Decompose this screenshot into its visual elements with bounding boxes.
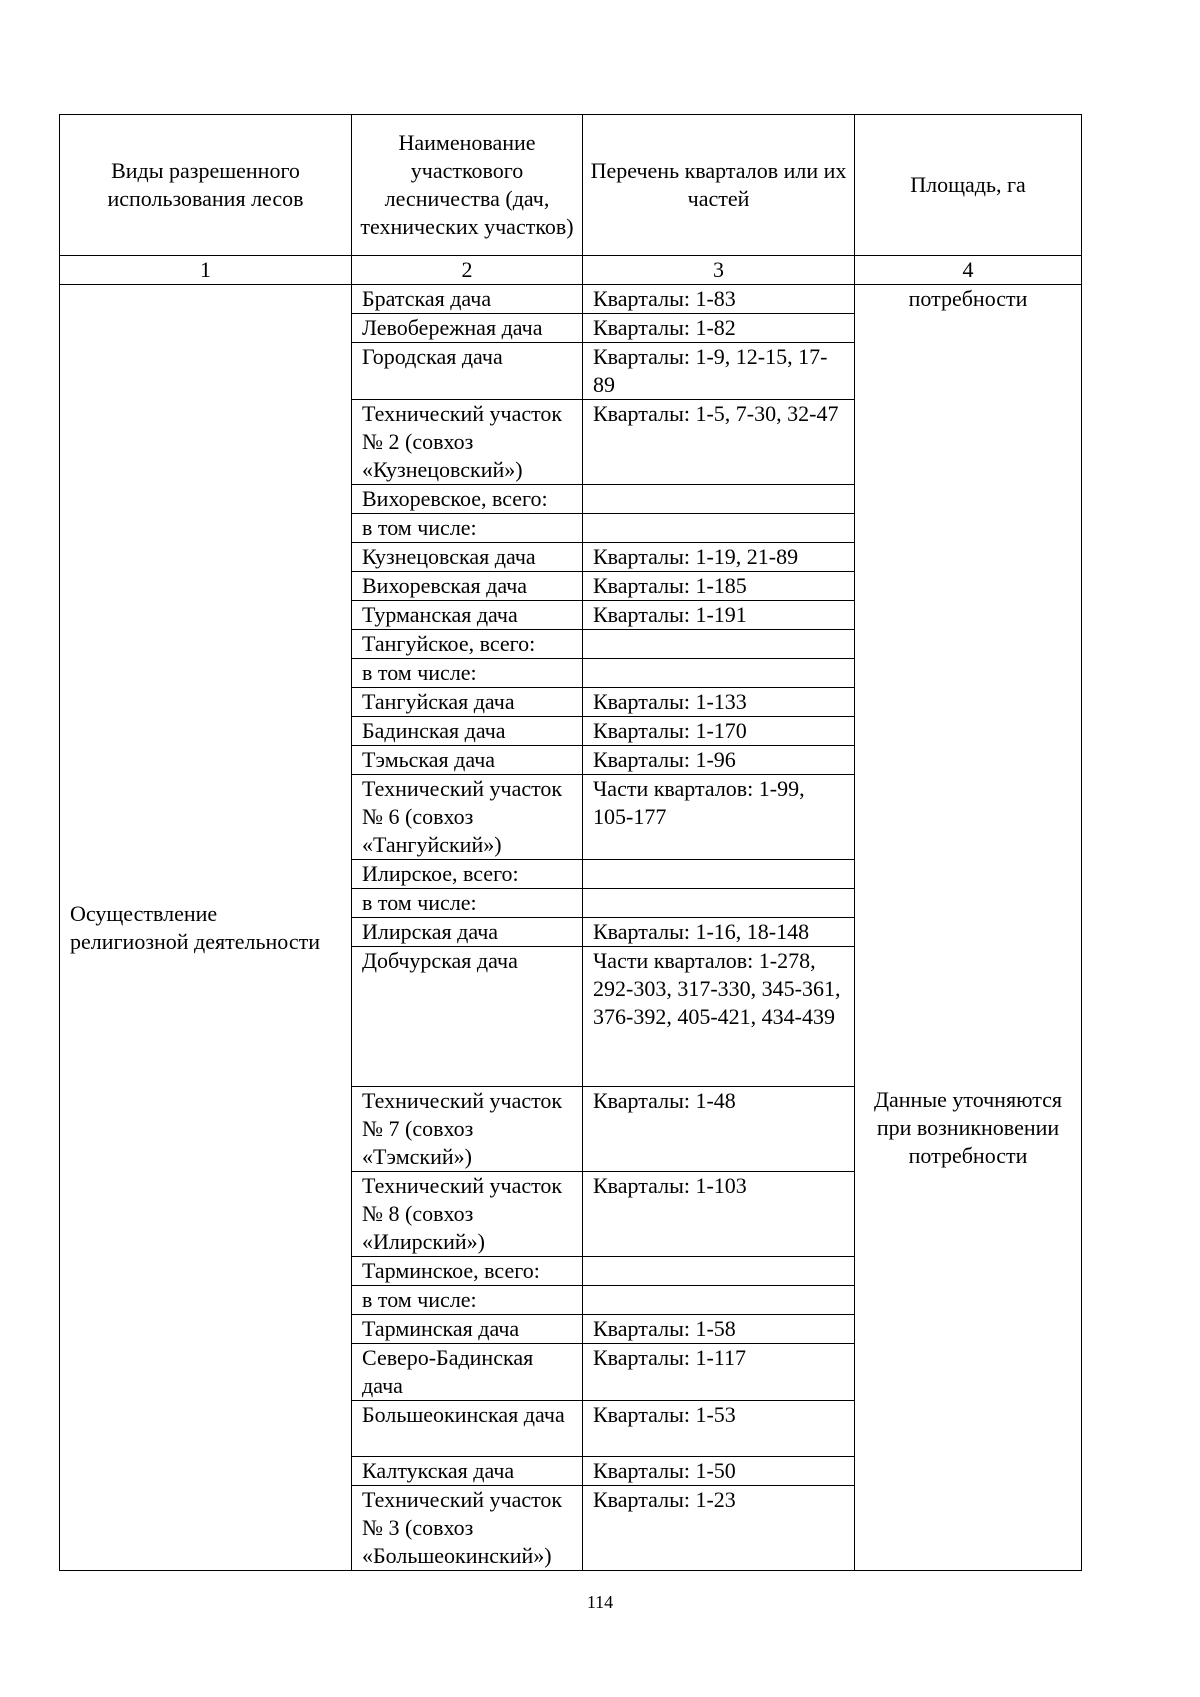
use-type-cell: Осуществление религиозной деятельности [60, 285, 352, 1571]
quarters-cell: Кварталы: 1-16, 18-148 [583, 918, 855, 947]
quarters-cell: Кварталы: 1-82 [583, 314, 855, 343]
forestry-name-cell: Технический участок № 6 (совхоз «Тангуйский») [352, 775, 583, 860]
table-row [60, 285, 1082, 314]
quarters-cell: Кварталы: 1-191 [583, 601, 855, 630]
forestry-name-cell: Илирское, всего: [352, 860, 583, 889]
forestry-name-cell: Турманская дача [352, 601, 583, 630]
forestry-name-cell: Бадинская дача [352, 717, 583, 746]
quarters-cell [583, 1257, 855, 1286]
quarters-cell: Кварталы: 1-133 [583, 688, 855, 717]
forestry-name-cell: Технический участок № 7 (совхоз «Тэмский») [352, 1087, 583, 1172]
forestry-name-cell: в том числе: [352, 514, 583, 543]
forestry-name-cell: Кузнецовская дача [352, 543, 583, 572]
quarters-cell: Кварталы: 1-53 [583, 1401, 855, 1457]
forestry-name-cell: в том числе: [352, 1286, 583, 1315]
quarters-cell [583, 630, 855, 659]
table-body [60, 256, 1082, 1571]
quarters-cell: Кварталы: 1-117 [583, 1344, 855, 1401]
table-header-row [60, 115, 1082, 256]
header-quarters-list: Перечень кварталов или их частей [583, 115, 855, 256]
forestry-name-cell: Братская дача [352, 285, 583, 314]
area-main-text: Данные уточняются при возникновении потребности [874, 1087, 1062, 1168]
quarters-cell: Кварталы: 1-19, 21-89 [583, 543, 855, 572]
quarters-cell: Кварталы: 1-185 [583, 572, 855, 601]
column-number: 2 [352, 256, 583, 285]
quarters-cell: Кварталы: 1-103 [583, 1172, 855, 1257]
quarters-cell: Кварталы: 1-48 [583, 1087, 855, 1172]
forestry-name-cell: Илирская дача [352, 918, 583, 947]
quarters-cell [583, 889, 855, 918]
quarters-cell: Кварталы: 1-23 [583, 1486, 855, 1571]
forestry-name-cell: Вихоревское, всего: [352, 485, 583, 514]
quarters-cell [583, 860, 855, 889]
quarters-cell: Кварталы: 1-170 [583, 717, 855, 746]
header-area: Площадь, га [855, 115, 1082, 256]
forestry-name-cell: Большеокинская дача [352, 1401, 583, 1457]
quarters-cell [583, 485, 855, 514]
quarters-cell: Кварталы: 1-9, 12-15, 17-89 [583, 343, 855, 400]
forestry-name-cell: Городская дача [352, 343, 583, 400]
forestry-name-cell: в том числе: [352, 889, 583, 918]
forestry-name-cell: в том числе: [352, 659, 583, 688]
quarters-cell: Кварталы: 1-5, 7-30, 32-47 [583, 400, 855, 485]
forestry-name-cell: Технический участок № 3 (совхоз «Большеокинский») [352, 1486, 583, 1571]
quarters-cell: Кварталы: 1-58 [583, 1315, 855, 1344]
forestry-name-cell: Тарминская дача [352, 1315, 583, 1344]
quarters-cell: Кварталы: 1-96 [583, 746, 855, 775]
forest-use-table [59, 114, 1082, 1571]
header-forestry-name: Наименование участкового лесничества (дач, технических участков) [352, 115, 583, 256]
quarters-cell: Кварталы: 1-50 [583, 1457, 855, 1486]
forestry-name-cell: Тангуйская дача [352, 688, 583, 717]
column-number-row [60, 256, 1082, 285]
quarters-cell: Части кварталов: 1-99, 105-177 [583, 775, 855, 860]
column-number: 3 [583, 256, 855, 285]
forestry-name-cell: Калтукская дача [352, 1457, 583, 1486]
forestry-name-cell: Левобережная дача [352, 314, 583, 343]
forestry-name-cell: Вихоревская дача [352, 572, 583, 601]
quarters-cell [583, 514, 855, 543]
page-number: 114 [586, 1592, 614, 1612]
forestry-name-cell: Северо-Бадинская дача [352, 1344, 583, 1401]
forestry-name-cell: Тарминское, всего: [352, 1257, 583, 1286]
forestry-name-cell: Тангуйское, всего: [352, 630, 583, 659]
quarters-cell [583, 1286, 855, 1315]
area-cell [855, 285, 1082, 1571]
forestry-name-cell: Технический участок № 2 (совхоз «Кузнецовский») [352, 400, 583, 485]
area-top-text: потребности [908, 286, 1028, 311]
quarters-cell [583, 659, 855, 688]
forestry-name-cell: Тэмьская дача [352, 746, 583, 775]
header-use-type: Виды разрешенного использования лесов [60, 115, 352, 256]
column-number: 4 [855, 256, 1082, 285]
quarters-cell: Кварталы: 1-83 [583, 285, 855, 314]
column-number: 1 [60, 256, 352, 285]
forestry-name-cell: Добчурская дача [352, 947, 583, 1087]
quarters-cell: Части кварталов: 1-278, 292-303, 317-330, 345-361, 376-392, 405-421, 434-439 [583, 947, 855, 1087]
forestry-name-cell: Технический участок № 8 (совхоз «Илирский») [352, 1172, 583, 1257]
